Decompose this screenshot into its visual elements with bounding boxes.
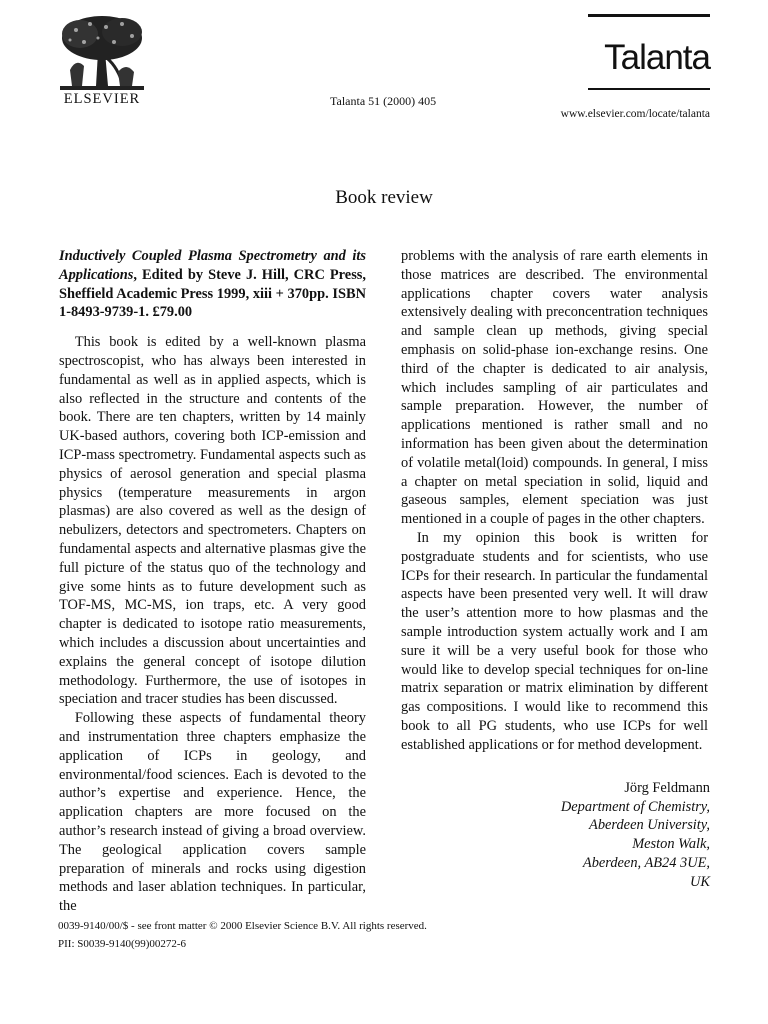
journal-rule-bottom — [588, 88, 710, 90]
journal-url[interactable]: www.elsevier.com/locate/talanta — [560, 108, 710, 120]
book-title: Inductively Coupled Plasma Spectrometry and its Applications — [59, 248, 366, 283]
reviewer-department: Department of Chemistry, — [560, 798, 710, 815]
paragraph: In my opinion this book is written for postgraduate students and for scientists, who use ICPs for their research. In particular the fundamental aspects have been presented very well. It will draw the user’s attention more to how plasmas and the sample introduction system actually work and I am sure it will be a very useful book for those who would like to develop special techniques for on-line matrix separation or matrix elimination by different gas compositions. I would like to recommend this book to all PG students, who use ICPs for well established applications or for method development. — [401, 529, 708, 753]
reviewer-country: UK — [690, 873, 710, 890]
reviewer-signature — [440, 779, 710, 891]
page-footer — [58, 917, 427, 953]
copyright-line: 0039-9140/00/$ - see front matter © 2000 Elsevier Science B.V. All rights reserved. — [58, 920, 427, 932]
paragraph: Following these aspects of fundamental theory and instrumentation three chapters emphasize the application of ICPs in geology, and environmental/food sciences. Each is devoted to the author’s expertise and experience. Hence, the application chapters are more focused on the author’s research instead of giving a broad overview. The geological application covers sample preparation of minerals and rocks using digestion methods and laser ablation techniques. In particular, the — [59, 710, 366, 915]
pii-line: PII: S0039-9140(99)00272-6 — [58, 938, 187, 950]
paragraph: This book is edited by a well-known plasma spectroscopist, who has always been interested in fundamental as well as in applied aspects, which is also reflected in the structure and contents of the book. There are ten chapters, written by 14 mainly UK-based authors, covering both ICP-emission and ICP-mass spectrometry. Fundamental aspects such as physics of aerosol generation and special plasma physics (temperature measurements in argon plasmas) are also covered as well as the design of nebulizers, detectors and spectrometers. Chapters on fundamental aspects and alternative plasmas give the full picture of the status quo of the technology and give some hints as to future development such as TOF-MS, MC-MS, ion traps, etc. A very good chapter is dedicated to isotope ratio measurements, which includes a discussion about uncertainties and explains the general concept of isotope dilution methodology. Furthermore, the use of isotopes in speciation and tracer studies has been discussed. — [59, 334, 366, 708]
section-title: Book review — [335, 187, 433, 208]
book-reference — [59, 247, 366, 322]
publisher-name: ELSEVIER — [63, 91, 141, 107]
reviewer-city: Aberdeen, AB24 3UE, — [582, 854, 710, 871]
journal-title: Talanta — [604, 38, 710, 77]
reviewer-street: Meston Walk, — [632, 836, 710, 853]
journal-citation: Talanta 51 (2000) 405 — [330, 94, 437, 108]
right-column — [401, 247, 708, 755]
paragraph: problems with the analysis of rare earth elements in those matrices are described. The environmental applications chapter covers water analysis extensively dealing with preconcentration techniques and sample clean up methods, giving special emphasis on solid-phase ion-exchange resins. One third of the chapter is dedicated to air analysis, which includes sampling of air particulates and sample preparation. However, the number of applications mentioned is rather small and no information has been given about the determination of volatile metal(loid) compounds. In general, I miss a chapter on metal speciation in solid, liquid and gaseous samples, element speciation was just mentioned in a couple of pages in the other chapters. — [401, 248, 708, 528]
book-details: , Edited by Steve J. Hill, CRC Press, Sheffield Academic Press 1999, xiii + 370pp. ISBN 1-8493-9739-1. £79.00 — [59, 266, 366, 321]
reviewer-name: Jörg Feldmann — [624, 780, 710, 796]
reviewer-university: Aberdeen University, — [589, 817, 710, 834]
journal-rule-top — [588, 14, 710, 17]
left-column — [59, 247, 366, 916]
